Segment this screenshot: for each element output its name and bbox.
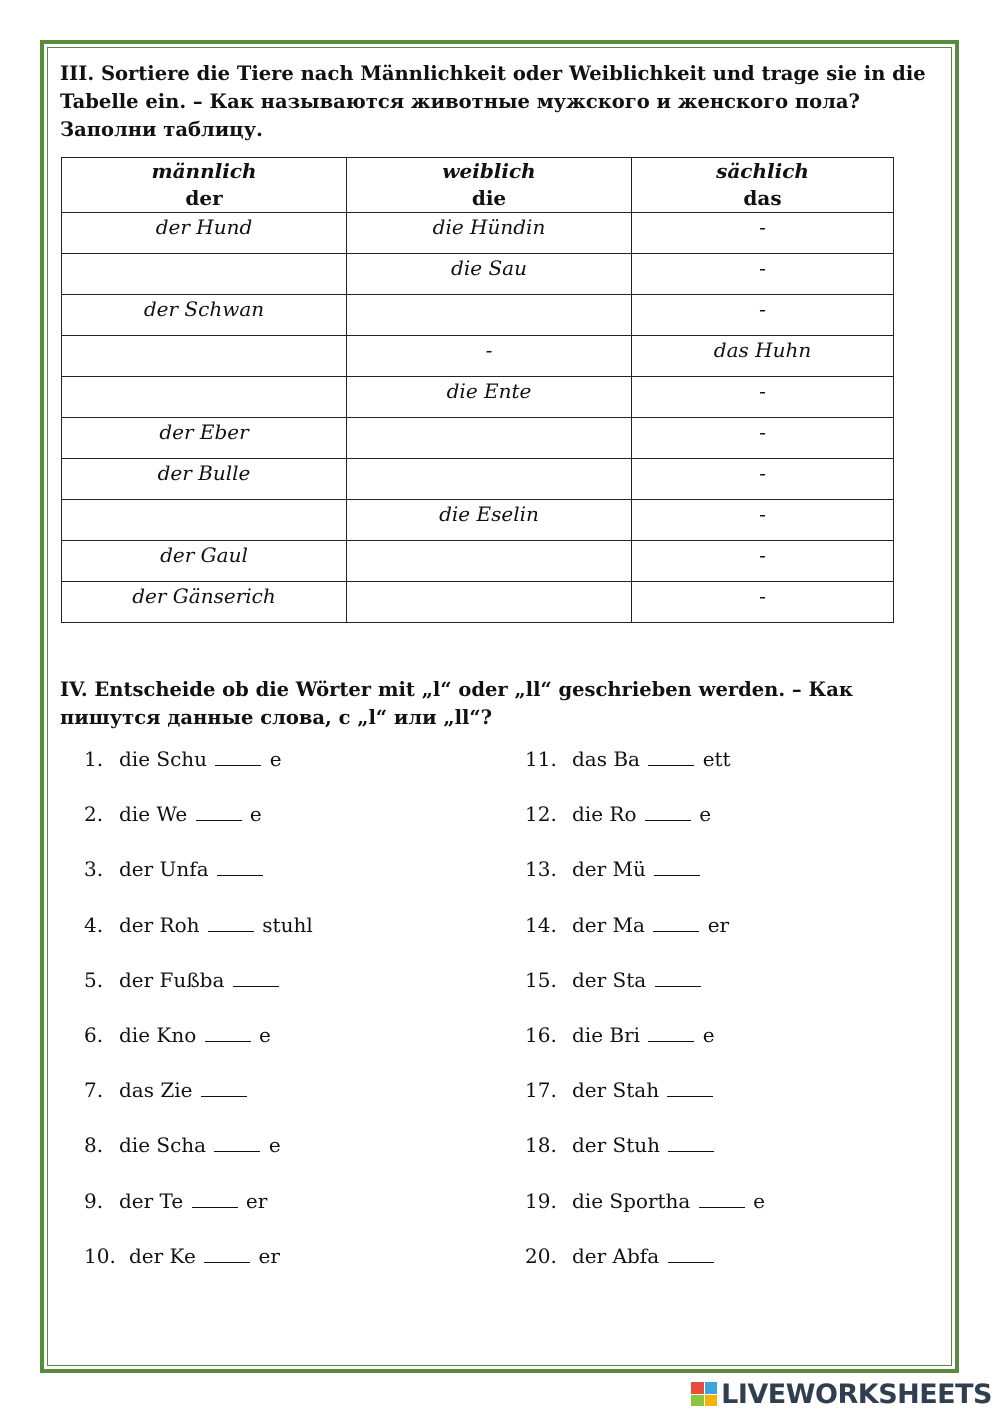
answer-blank[interactable]	[196, 819, 242, 821]
item-number: 4.	[84, 912, 104, 937]
item-number: 5.	[84, 967, 104, 992]
exercise-item	[525, 906, 765, 961]
cell-masculine: der Schwan	[62, 295, 347, 336]
cell-feminine: die Eselin	[347, 500, 632, 541]
task3-title: III. Sortiere die Tiere nach Männlichkeit oder Weiblichkeit und trage sie in die Tabelle ein. – Как называются животные мужского и женского пола? Заполни таблицу.	[60, 62, 926, 141]
cell-feminine[interactable]	[347, 541, 632, 582]
exercise-item	[84, 740, 313, 795]
answer-blank[interactable]	[654, 874, 700, 876]
word-prefix: die Sportha	[572, 1188, 691, 1213]
answer-blank[interactable]	[699, 1206, 745, 1208]
header-feminine-label: weiblich	[442, 159, 536, 183]
cell-feminine[interactable]	[347, 295, 632, 336]
answer-blank[interactable]	[201, 1095, 247, 1097]
item-number: 19.	[525, 1188, 557, 1213]
table-header-row	[62, 158, 894, 213]
item-number: 7.	[84, 1078, 104, 1103]
table-row	[62, 377, 894, 418]
liveworksheets-logo	[691, 1378, 992, 1410]
exercise-item	[525, 740, 765, 795]
exercise-item	[84, 1126, 313, 1181]
table-row	[62, 336, 894, 377]
cell-neuter: -	[632, 500, 894, 541]
cell-feminine[interactable]	[347, 418, 632, 459]
table-row	[62, 254, 894, 295]
word-prefix: der Te	[119, 1188, 184, 1213]
exercise-item	[84, 906, 313, 961]
table-row	[62, 582, 894, 623]
cell-feminine[interactable]	[347, 582, 632, 623]
exercise-item	[525, 1237, 765, 1292]
item-number: 10.	[84, 1243, 116, 1268]
exercise-item	[84, 1237, 313, 1292]
exercise-item	[84, 961, 313, 1016]
cell-masculine: der Bulle	[62, 459, 347, 500]
word-suffix: e	[699, 802, 712, 827]
word-prefix: die We	[119, 802, 188, 827]
word-suffix: e	[268, 1133, 281, 1158]
word-suffix: e	[249, 802, 262, 827]
header-feminine-article: die	[471, 186, 507, 210]
exercise-item	[84, 795, 313, 850]
cell-masculine[interactable]	[62, 336, 347, 377]
answer-blank[interactable]	[214, 1150, 260, 1152]
word-prefix: der Sta	[572, 967, 647, 992]
cell-neuter: -	[632, 582, 894, 623]
exercise-item	[525, 961, 765, 1016]
exercise-item	[84, 1071, 313, 1126]
header-masculine-label: männlich	[151, 159, 257, 183]
answer-blank[interactable]	[667, 1095, 713, 1097]
item-number: 17.	[525, 1078, 557, 1103]
word-suffix: e	[258, 1022, 271, 1047]
answer-blank[interactable]	[655, 985, 701, 987]
answer-blank[interactable]	[217, 874, 263, 876]
cell-neuter: -	[632, 418, 894, 459]
exercise-item	[525, 1016, 765, 1071]
table-row	[62, 500, 894, 541]
cell-feminine: die Ente	[347, 377, 632, 418]
answer-blank[interactable]	[648, 764, 694, 766]
cell-neuter: -	[632, 459, 894, 500]
cell-neuter: das Huhn	[632, 336, 894, 377]
cell-masculine[interactable]	[62, 254, 347, 295]
word-prefix: die Scha	[119, 1133, 207, 1158]
table-row	[62, 213, 894, 254]
exercise-item	[525, 795, 765, 850]
item-number: 6.	[84, 1022, 104, 1047]
word-prefix: die Ro	[572, 802, 637, 827]
header-masculine-article: der	[185, 186, 223, 210]
task4-title: IV. Entscheide ob die Wörter mit „l“ oder „ll“ geschrieben werden. – Как пишутся данные слова, с „l“ или „ll“?	[60, 678, 853, 729]
cell-neuter: -	[632, 541, 894, 582]
word-prefix: der Roh	[119, 912, 200, 937]
header-masculine	[62, 158, 347, 213]
exercise-item	[84, 1016, 313, 1071]
word-suffix: ett	[702, 747, 731, 771]
table-row	[62, 295, 894, 336]
cell-neuter: -	[632, 295, 894, 336]
logo-badge-icon	[691, 1382, 717, 1406]
word-prefix: der Fußba	[119, 967, 225, 992]
word-prefix: der Unfa	[119, 857, 209, 882]
item-number: 18.	[525, 1133, 557, 1158]
answer-blank[interactable]	[648, 1040, 694, 1042]
word-prefix: das Ba	[572, 747, 640, 771]
answer-blank[interactable]	[205, 1040, 251, 1042]
word-prefix: der Ma	[572, 912, 645, 937]
cell-feminine: die Hündin	[347, 213, 632, 254]
item-number: 9.	[84, 1188, 104, 1213]
answer-blank[interactable]	[204, 1261, 250, 1263]
header-neuter	[632, 158, 894, 213]
cell-masculine[interactable]	[62, 377, 347, 418]
word-suffix: er	[245, 1188, 268, 1213]
word-prefix: die Bri	[572, 1022, 641, 1047]
item-number: 16.	[525, 1022, 557, 1047]
logo-text: LIVEWORKSHEETS	[721, 1378, 992, 1410]
item-number: 20.	[525, 1243, 557, 1268]
exercise-item	[525, 850, 765, 905]
word-prefix: der Stah	[572, 1078, 660, 1103]
cell-feminine: die Sau	[347, 254, 632, 295]
answer-blank[interactable]	[653, 930, 699, 932]
answer-blank[interactable]	[192, 1206, 238, 1208]
cell-masculine: der Hund	[62, 213, 347, 254]
answer-blank[interactable]	[668, 1261, 714, 1263]
item-number: 13.	[525, 857, 557, 882]
item-number: 14.	[525, 912, 557, 937]
answer-blank[interactable]	[645, 819, 691, 821]
word-prefix: der Stuh	[572, 1133, 661, 1158]
cell-masculine: der Gänserich	[62, 582, 347, 623]
word-list-left	[84, 740, 313, 1292]
cell-neuter: -	[632, 213, 894, 254]
cell-neuter: -	[632, 254, 894, 295]
cell-masculine[interactable]	[62, 500, 347, 541]
word-suffix: er	[258, 1243, 280, 1268]
word-prefix: der Mü	[572, 857, 646, 882]
header-neuter-label: sächlich	[716, 159, 809, 183]
word-suffix: stuhl	[262, 912, 313, 937]
header-neuter-article: das	[743, 186, 782, 210]
exercise-item	[525, 1126, 765, 1181]
answer-blank[interactable]	[233, 985, 279, 987]
word-prefix: der Abfa	[572, 1243, 660, 1268]
cell-neuter: -	[632, 377, 894, 418]
exercise-item	[84, 850, 313, 905]
word-suffix: e	[702, 1022, 715, 1047]
header-feminine	[347, 158, 632, 213]
word-suffix: e	[269, 747, 282, 771]
table-row	[62, 541, 894, 582]
answer-blank[interactable]	[215, 764, 261, 766]
cell-feminine: -	[347, 336, 632, 377]
item-number: 3.	[84, 857, 104, 882]
answer-blank[interactable]	[668, 1150, 714, 1152]
word-prefix: das Zie	[119, 1078, 193, 1103]
cell-feminine[interactable]	[347, 459, 632, 500]
cell-masculine: der Gaul	[62, 541, 347, 582]
item-number: 2.	[84, 802, 104, 827]
item-number: 15.	[525, 967, 557, 992]
answer-blank[interactable]	[208, 930, 254, 932]
item-number: 8.	[84, 1133, 104, 1158]
word-prefix: die Schu	[119, 747, 208, 771]
table-row	[62, 418, 894, 459]
exercise-item	[525, 1071, 765, 1126]
item-number: 12.	[525, 802, 557, 827]
exercise-item	[84, 1182, 313, 1237]
word-suffix: er	[707, 912, 730, 937]
animal-gender-table	[61, 157, 894, 623]
word-prefix: der Ke	[129, 1243, 196, 1268]
cell-masculine: der Eber	[62, 418, 347, 459]
word-prefix: die Kno	[119, 1022, 197, 1047]
word-suffix: e	[753, 1188, 765, 1213]
exercise-item	[525, 1182, 765, 1237]
word-list-right	[525, 740, 765, 1292]
table-row	[62, 459, 894, 500]
item-number: 1.	[84, 747, 104, 771]
item-number: 11.	[525, 747, 557, 771]
